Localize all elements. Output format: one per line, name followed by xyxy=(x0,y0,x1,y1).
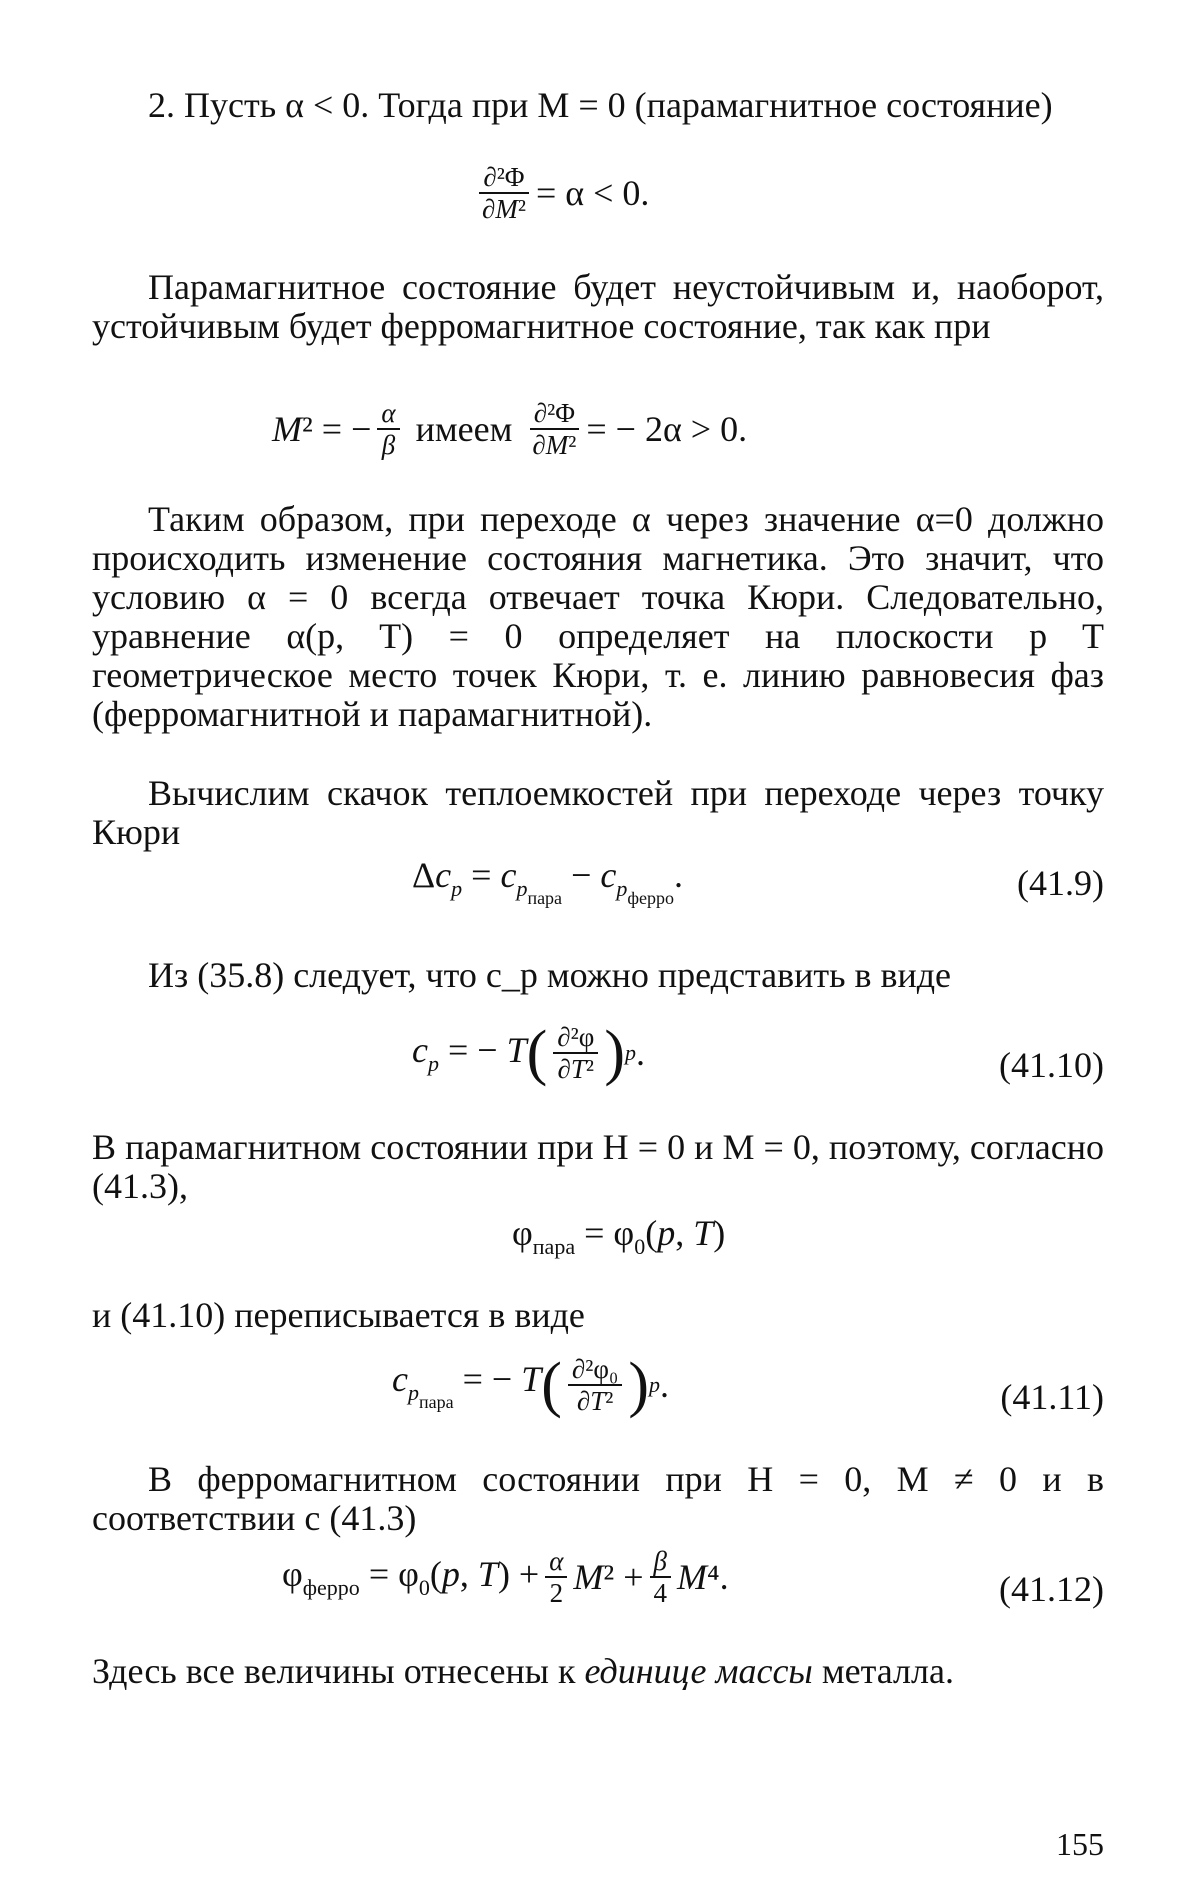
equation-7: $\varphi_{ферро} = \varphi_0(p$, T) + $\frac{\alpha}{2}$ M² + $\frac{\beta}{4}$ M⁴. (41.12) xyxy=(282,1546,1104,1609)
equation-2: M² = − $\frac{\alpha}{\beta}$ имеем $\frac{\text{∂²Φ}}{\text{∂M²}}$ = − 2α > 0. xyxy=(272,398,748,460)
paragraph-3: Таким образом, при переходе α через значение α=0 должно происходить изменение состояния магнетика. Это значит, что условию α = 0 всегда отвечает точка Кюри. Следовательно, уравнение α(p, T) = 0 определяет на плоскости p T геометрическое место точек Кюри, т. е. линию равновесия фаз (ферромагнитной и парамагнитной). xyxy=(92,499,1104,734)
page-number: 155 xyxy=(1056,1826,1104,1862)
equation-number: (41.9) xyxy=(1017,863,1104,903)
emphasis: единице массы xyxy=(584,1651,813,1691)
equation-5: $\varphi_{пара} = \varphi_0(p$, T) xyxy=(512,1213,726,1259)
paragraph-9 xyxy=(92,1652,1104,1691)
paragraph-9-text: Здесь все величины отнесены к xyxy=(92,1651,585,1691)
paragraph-9-tail: металла. xyxy=(812,1651,954,1691)
equation-6: $c_{p_{пара}}$ = − T ( $\frac{\text{∂²φ₀}}{\text{∂T²}}$ ) p . (41.11) xyxy=(392,1351,1104,1419)
paragraph-1: 2. Пусть α < 0. Тогда при M = 0 (парамагнитное состояние) xyxy=(148,85,1053,125)
fraction: $\frac{\text{∂²Φ}}{\text{∂M²}}$ xyxy=(478,162,530,224)
equation-1 xyxy=(92,162,1104,242)
paragraph-7: и (41.10) переписывается в виде xyxy=(92,1295,585,1335)
paragraph-6: В парамагнитном состоянии при H = 0 и M = 0, поэтому, согласно (41.3), xyxy=(92,1127,1104,1206)
paragraph-8: В ферромагнитном состоянии при H = 0, M ≠ 0 и в соответствии с (41.3) xyxy=(92,1459,1104,1538)
equation-3: $\Delta c_p = c_{p_{пара}} - c_{p_{ферро}}$. (41.9) xyxy=(412,855,1104,908)
paragraph-2: Парамагнитное состояние будет неустойчивым и, наоборот, устойчивым будет ферромагнитное состояние, так как при xyxy=(92,267,1104,346)
paragraph-4: Вычислим скачок теплоемкостей при переходе через точку Кюри xyxy=(92,773,1104,852)
equation-2-tail: = − 2α > 0. xyxy=(586,409,748,449)
equation-1-rhs: = α < 0. xyxy=(535,173,650,213)
equation-2-word: имеем xyxy=(415,409,513,449)
paragraph-5: Из (35.8) следует, что c_p можно представить в виде xyxy=(148,955,952,995)
equation-number: (41.11) xyxy=(1000,1377,1104,1417)
equation-number: (41.12) xyxy=(999,1569,1104,1609)
equation-number: (41.10) xyxy=(999,1045,1104,1085)
equation-4: $c_p$ = − T ( $\frac{\text{∂²φ}}{\text{∂T²}}$ ) p . (41.10) xyxy=(412,1019,1104,1087)
